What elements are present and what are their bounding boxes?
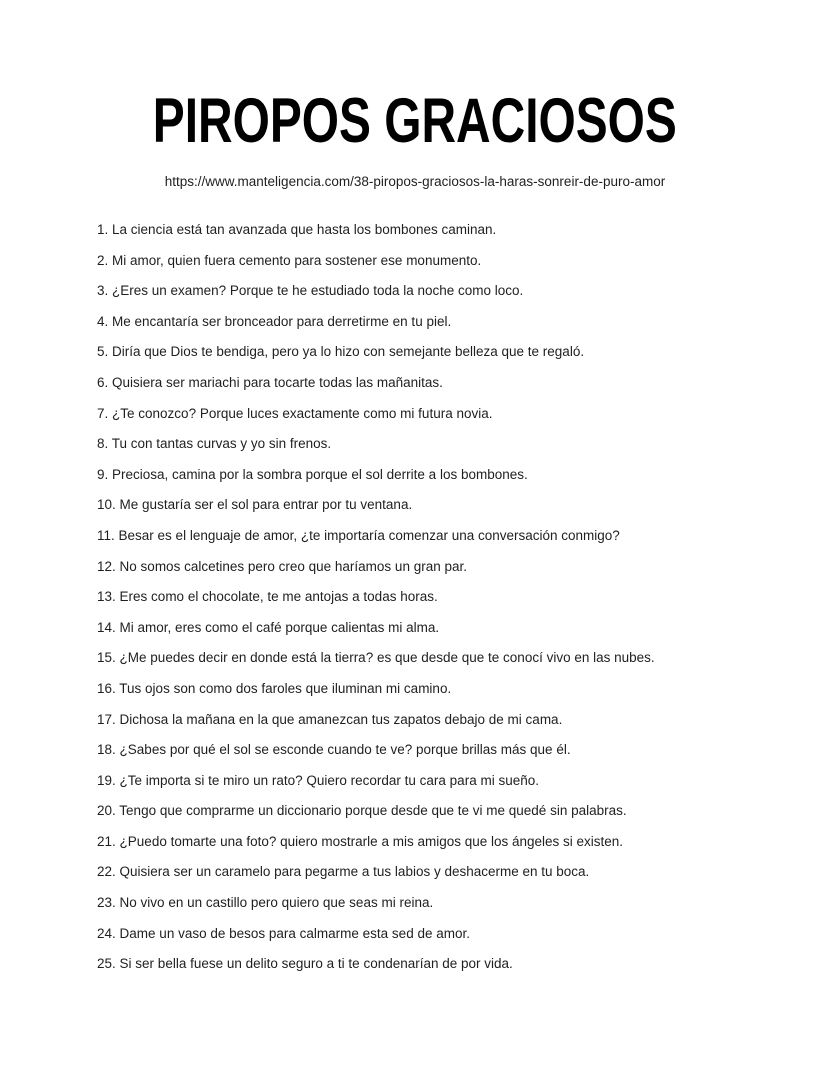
list-item-text: No somos calcetines pero creo que haríamos un gran par. <box>119 558 467 574</box>
list-item-number: 23. <box>97 895 116 911</box>
list-item <box>97 588 740 605</box>
list-item-number: 18. <box>97 742 116 758</box>
list-item <box>97 252 740 269</box>
list-item <box>97 649 740 666</box>
list-item-text: Eres como el chocolate, te me antojas a todas horas. <box>119 589 438 605</box>
list-item-number: 12. <box>97 558 116 574</box>
list-item-number: 2. <box>97 252 109 268</box>
list-item <box>97 619 740 636</box>
list-item-number: 15. <box>97 650 116 666</box>
list-item-text: La ciencia está tan avanzada que hasta los bombones caminan. <box>112 222 497 237</box>
list-item-number: 25. <box>97 956 116 972</box>
list-item-text: Preciosa, camina por la sombra porque el sol derrite a los bombones. <box>112 466 528 482</box>
list-item <box>97 802 740 819</box>
list-item-text: Si ser bella fuese un delito seguro a ti te condenarían de por vida. <box>119 956 513 972</box>
list-item-text: Tus ojos son como dos faroles que iluminan mi camino. <box>119 680 452 696</box>
list-item-text: Dichosa la mañana en la que amanezcan tus zapatos debajo de mi cama. <box>119 711 563 727</box>
list-item-number: 19. <box>97 772 116 788</box>
list-item-text: Tu con tantas curvas y yo sin frenos. <box>111 436 332 452</box>
list-item-text: Besar es el lenguaje de amor, ¿te importaría comenzar una conversación conmigo? <box>118 527 620 543</box>
list-item <box>97 435 740 452</box>
list-item-number: 7. <box>97 405 109 421</box>
piropos-list <box>97 221 740 972</box>
list-item-number: 14. <box>97 619 116 635</box>
list-item <box>97 711 740 728</box>
list-item-text: ¿Te importa si te miro un rato? Quiero recordar tu cara para mi sueño. <box>119 772 539 788</box>
list-item-number: 24. <box>97 925 116 941</box>
list-item-number: 16. <box>97 680 116 696</box>
list-item-number: 1. <box>97 222 109 237</box>
list-item-number: 8. <box>97 436 109 452</box>
list-item-number: 13. <box>97 589 116 605</box>
list-item-number: 5. <box>97 344 109 360</box>
list-item-text: ¿Te conozco? Porque luces exactamente como mi futura novia. <box>112 405 493 421</box>
list-item <box>97 221 740 238</box>
list-item-number: 22. <box>97 864 116 880</box>
list-item <box>97 466 740 483</box>
list-item-number: 10. <box>97 497 116 513</box>
list-item <box>97 313 740 330</box>
list-item-text: No vivo en un castillo pero quiero que seas mi reina. <box>119 895 434 911</box>
list-item <box>97 894 740 911</box>
list-item-number: 17. <box>97 711 116 727</box>
list-item-text: Tengo que comprarme un diccionario porque desde que te vi me quedé sin palabras. <box>119 803 627 819</box>
list-item <box>97 680 740 697</box>
list-item <box>97 405 740 422</box>
list-item <box>97 955 740 972</box>
list-item-text: ¿Me puedes decir en donde está la tierra? es que desde que te conocí vivo en las nubes. <box>119 650 655 666</box>
list-item-text: Quisiera ser un caramelo para pegarme a tus labios y deshacerme en tu boca. <box>119 864 590 880</box>
list-item <box>97 496 740 513</box>
list-item <box>97 558 740 575</box>
list-item <box>97 282 740 299</box>
list-item-text: Mi amor, eres como el café porque calientas mi alma. <box>119 619 440 635</box>
list-item-text: ¿Eres un examen? Porque te he estudiado toda la noche como loco. <box>112 283 524 299</box>
list-item-text: Diría que Dios te bendiga, pero ya lo hizo con semejante belleza que te regaló. <box>112 344 585 360</box>
list-item-text: Me gustaría ser el sol para entrar por tu ventana. <box>119 497 413 513</box>
list-item <box>97 374 740 391</box>
list-item-text: Me encantaría ser bronceador para derretirme en tu piel. <box>112 313 452 329</box>
list-item-number: 4. <box>97 313 109 329</box>
list-item-text: Dame un vaso de besos para calmarme esta sed de amor. <box>119 925 470 941</box>
list-item-text: ¿Sabes por qué el sol se esconde cuando te ve? porque brillas más que él. <box>119 742 571 758</box>
list-item-number: 9. <box>97 466 109 482</box>
list-item <box>97 741 740 758</box>
list-item-text: ¿Puedo tomarte una foto? quiero mostrarle a mis amigos que los ángeles si existen. <box>119 833 624 849</box>
list-item-number: 21. <box>97 833 116 849</box>
list-item-text: Mi amor, quien fuera cemento para sostener ese monumento. <box>112 252 482 268</box>
list-item <box>97 925 740 942</box>
title-container <box>0 86 830 156</box>
list-item-number: 3. <box>97 283 109 299</box>
list-item-number: 11. <box>97 527 115 543</box>
list-item-number: 6. <box>97 374 109 390</box>
list-item <box>97 863 740 880</box>
list-item <box>97 833 740 850</box>
list-item-number: 20. <box>97 803 116 819</box>
list-item <box>97 343 740 360</box>
source-url: https://www.manteligencia.com/38-piropos-graciosos-la-haras-sonreir-de-puro-amor <box>164 174 666 189</box>
list-item-text: Quisiera ser mariachi para tocarte todas las mañanitas. <box>112 374 443 390</box>
list-item <box>97 772 740 789</box>
page-title: PIROPOS GRACIOSOS <box>152 86 678 156</box>
list-item <box>97 527 740 544</box>
